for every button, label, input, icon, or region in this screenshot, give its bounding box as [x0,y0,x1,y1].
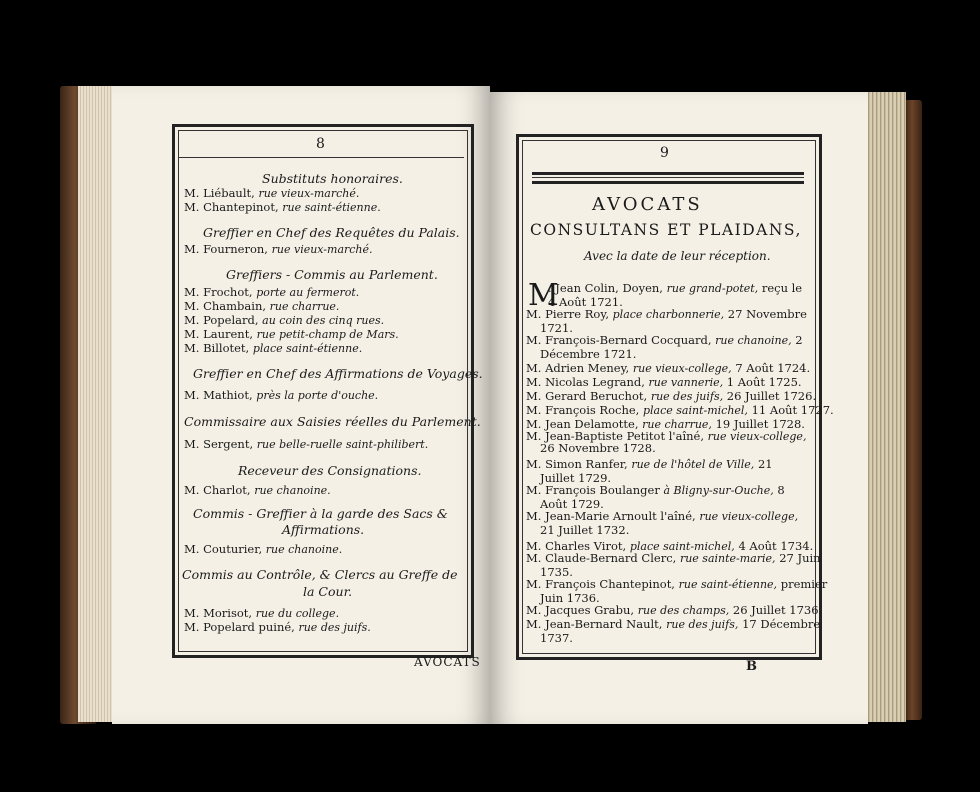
page-title: AVOCATS [592,194,703,215]
section-heading: Commis au Contrôle, & Clercs au Greffe de [182,567,458,582]
list-item: M. Chantepinot, rue saint-étienne. [184,200,381,214]
section-heading: Commis - Greffier à la garde des Sacs & [193,506,448,521]
section-heading: Greffiers - Commis au Parlement. [226,267,438,282]
list-item: M. Fourneron, rue vieux-marché. [184,242,373,256]
advocate-line: M. François-Bernard Cocquard, rue chanoine, 2 [526,333,803,347]
advocate-line: 4 Août 1721. [548,295,623,309]
advocate-line: M. Charles Virot, place saint-michel, 4 Août 1734. [526,539,814,553]
section-heading: Substituts honoraires. [262,171,403,186]
advocate-line: 1737. [540,631,573,645]
list-item: M. Liébault, rue vieux-marché. [184,186,360,200]
advocate-line: M. François Roche, place saint-michel, 11 Août 1727. [526,403,834,417]
advocate-line: M. Adrien Meney, rue vieux-college, 7 Août 1724. [526,361,811,375]
list-item: M. Chambain, rue charrue. [184,299,340,313]
advocate-line: 21 Juillet 1732. [540,523,630,537]
advocate-line: M. François Boulanger à Bligny-sur-Ouche, 8 [526,483,785,497]
list-item: M. Morisot, rue du college. [184,606,340,620]
drop-cap: M [528,278,559,313]
section-heading-continued: Affirmations. [282,522,365,537]
advocate-line: M. Jacques Grabu, rue des champs, 26 Juillet 1736. [526,603,823,617]
advocate-line: Juillet 1729. [540,471,612,485]
section-heading: Receveur des Consignations. [238,463,422,478]
right-header-rule-3 [532,181,804,184]
list-item: M. Mathiot, près la porte d'ouche. [184,388,379,402]
section-heading: Greffier en Chef des Requêtes du Palais. [203,225,460,240]
right-header-rule-1 [532,172,804,175]
advocate-line: M. Jean Delamotte, rue charrue, 19 Juillet 1728. [526,417,805,431]
advocate-line: 1721. [540,321,573,335]
signature-mark: B [746,659,757,674]
right-page-number: 9 [660,145,669,161]
section-heading-continued: la Cour. [303,584,353,599]
list-item: M. Sergent, rue belle-ruelle saint-philibert. [184,437,429,451]
list-item: M. Couturier, rue chanoine. [184,542,343,556]
list-item: M. Popelard, au coin des cinq rues. [184,313,385,327]
list-item: M. Laurent, rue petit-champ de Mars. [184,327,399,341]
advocate-line: M. Pierre Roy, place charbonnerie, 27 Novembre [526,307,807,321]
page-subtitle: CONSULTANS ET PLAIDANS, [530,221,802,239]
reception-note: Avec la date de leur réception. [584,249,771,263]
list-item: M. Charlot, rue chanoine. [184,483,331,497]
advocate-line: M. Jean-Bernard Nault, rue des juifs, 17 Décembre [526,617,821,631]
right-header-rule-2 [532,177,804,178]
advocate-line: M. Jean-Marie Arnoult l'aîné, rue vieux-college, [526,509,799,523]
advocate-line: 26 Novembre 1728. [540,441,656,455]
advocate-line: Décembre 1721. [540,347,637,361]
left-page-number: 8 [316,136,325,152]
advocate-line: Juin 1736. [540,591,600,605]
advocate-line: M. Gerard Beruchot, rue des juifs, 26 Juillet 1726. [526,389,817,403]
section-heading: Greffier en Chef des Affirmations de Voyages. [193,366,483,381]
advocate-line: M. Nicolas Legrand, rue vannerie, 1 Août 1725. [526,375,802,389]
page-edges-right [866,92,906,722]
advocate-line: . Jean Colin, Doyen, rue grand-potet, reçu le [548,281,803,295]
advocate-line: M. Claude-Bernard Clerc, rue sainte-marie, 27 Juin [526,551,821,565]
advocate-line: 1735. [540,565,573,579]
advocate-line: M. Simon Ranfer, rue de l'hôtel de Ville, 21 [526,457,773,471]
list-item: M. Frochot, porte au fermerot. [184,285,360,299]
advocate-line: Août 1729. [540,497,604,511]
left-header-rule [178,157,464,158]
advocate-line: M. Jean-Baptiste Petitot l'aîné, rue vieux-college, [526,429,807,443]
section-heading: Commissaire aux Saisies réelles du Parlement. [184,414,481,429]
advocate-line: M. François Chantepinot, rue saint-étienne, premier [526,577,828,591]
list-item: M. Popelard puiné, rue des juifs. [184,620,371,634]
list-item: M. Billotet, place saint-étienne. [184,341,363,355]
catchword: AVOCATS [414,655,481,669]
